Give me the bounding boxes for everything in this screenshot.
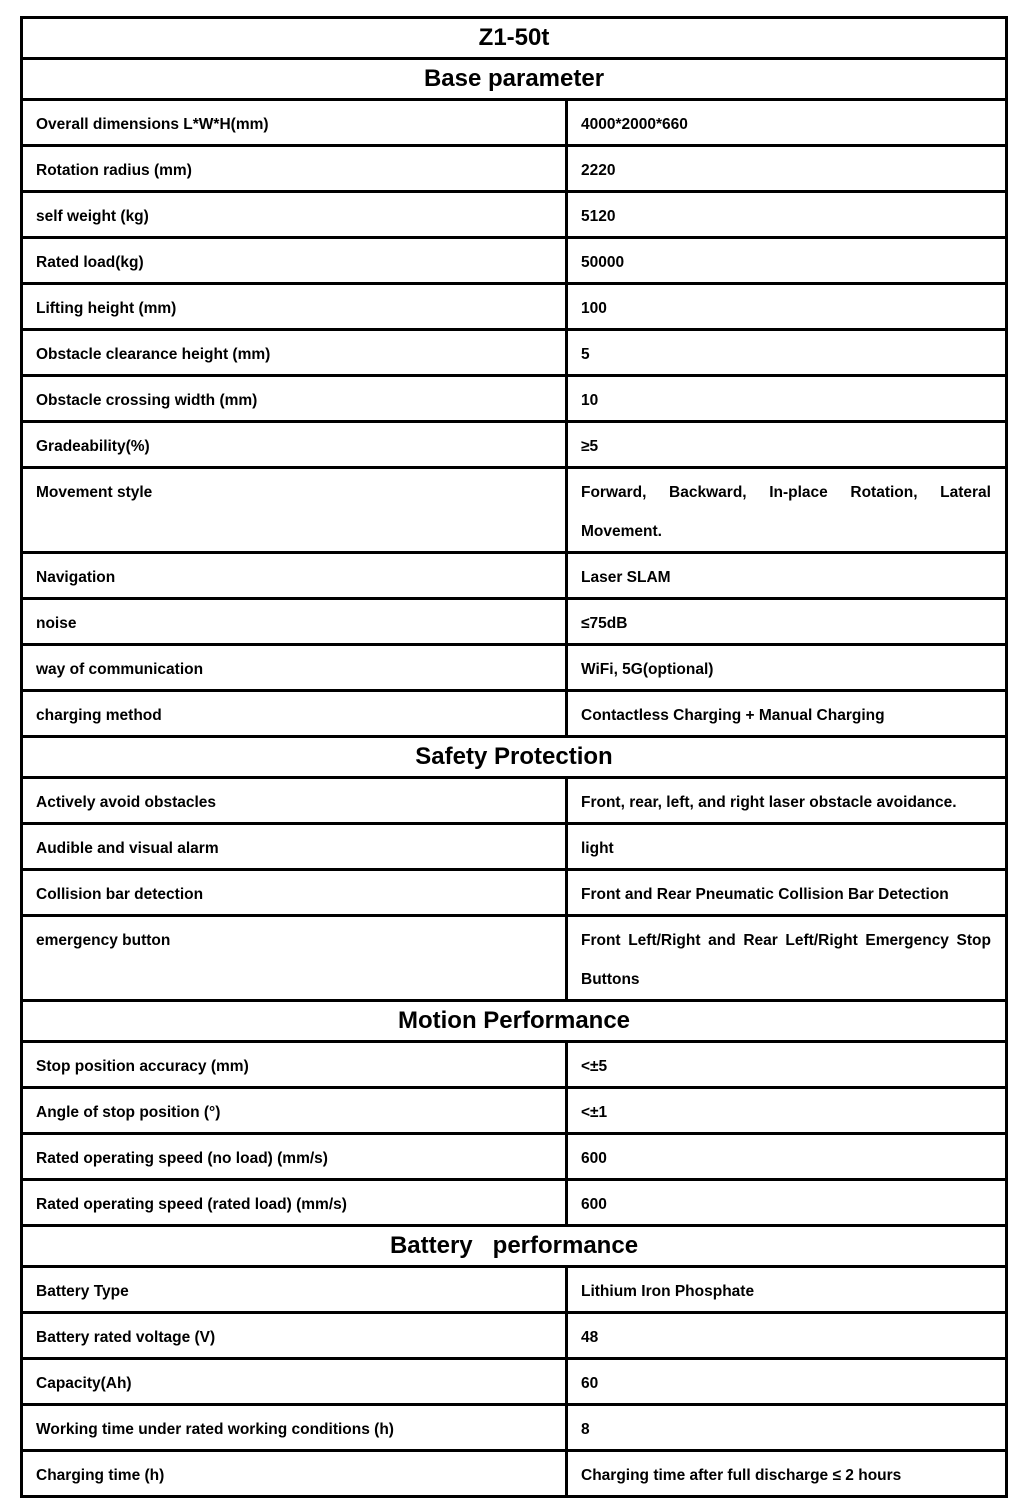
table-row <box>22 284 1007 330</box>
param-label: Charging time (h) <box>22 1451 567 1497</box>
param-label: Overall dimensions L*W*H(mm) <box>22 100 567 146</box>
table-row <box>22 778 1007 824</box>
param-value: Laser SLAM <box>567 553 1007 599</box>
param-value: <±1 <box>567 1088 1007 1134</box>
param-label: Audible and visual alarm <box>22 824 567 870</box>
param-value: light <box>567 824 1007 870</box>
section-heading: Safety Protection <box>22 737 1007 778</box>
table-row <box>22 468 1007 553</box>
param-label: Battery rated voltage (V) <box>22 1313 567 1359</box>
section-header-base <box>22 59 1007 100</box>
table-row <box>22 192 1007 238</box>
param-value: 4000*2000*660 <box>567 100 1007 146</box>
param-value: 10 <box>567 376 1007 422</box>
section-header-safety <box>22 737 1007 778</box>
param-value: ≥5 <box>567 422 1007 468</box>
param-label: Actively avoid obstacles <box>22 778 567 824</box>
param-value: 5 <box>567 330 1007 376</box>
param-label: Rated operating speed (no load) (mm/s) <box>22 1134 567 1180</box>
table-row <box>22 1134 1007 1180</box>
table-row <box>22 376 1007 422</box>
spec-table <box>20 16 1008 1498</box>
param-value: 50000 <box>567 238 1007 284</box>
table-row <box>22 422 1007 468</box>
table-row <box>22 1313 1007 1359</box>
table-row <box>22 238 1007 284</box>
param-label: Gradeability(%) <box>22 422 567 468</box>
table-row <box>22 916 1007 1001</box>
param-value: Contactless Charging + Manual Charging <box>567 691 1007 737</box>
section-header-motion <box>22 1001 1007 1042</box>
param-value: Lithium Iron Phosphate <box>567 1267 1007 1313</box>
param-value: 48 <box>567 1313 1007 1359</box>
param-value: 5120 <box>567 192 1007 238</box>
param-label: Obstacle crossing width (mm) <box>22 376 567 422</box>
param-value: WiFi, 5G(optional) <box>567 645 1007 691</box>
table-row <box>22 1451 1007 1497</box>
title-row <box>22 18 1007 59</box>
param-label: self weight (kg) <box>22 192 567 238</box>
table-row <box>22 645 1007 691</box>
section-heading: Base parameter <box>22 59 1007 100</box>
param-value: Forward, Backward, In-place Rotation, Lateral Movement. <box>567 468 1007 553</box>
param-label: Collision bar detection <box>22 870 567 916</box>
section-header-battery <box>22 1226 1007 1267</box>
param-value: <±5 <box>567 1042 1007 1088</box>
table-row <box>22 553 1007 599</box>
param-label: Battery Type <box>22 1267 567 1313</box>
param-label: emergency button <box>22 916 567 1001</box>
param-label: Working time under rated working conditions (h) <box>22 1405 567 1451</box>
param-value: 600 <box>567 1134 1007 1180</box>
param-label: Capacity(Ah) <box>22 1359 567 1405</box>
table-row <box>22 1359 1007 1405</box>
param-label: Stop position accuracy (mm) <box>22 1042 567 1088</box>
table-row <box>22 691 1007 737</box>
param-value: Charging time after full discharge ≤ 2 hours <box>567 1451 1007 1497</box>
param-label: Obstacle clearance height (mm) <box>22 330 567 376</box>
table-title: Z1-50t <box>22 18 1007 59</box>
param-value: 2220 <box>567 146 1007 192</box>
param-label: Movement style <box>22 468 567 553</box>
table-row <box>22 1405 1007 1451</box>
param-label: Angle of stop position (°) <box>22 1088 567 1134</box>
param-label: way of communication <box>22 645 567 691</box>
param-value: 8 <box>567 1405 1007 1451</box>
param-value: 60 <box>567 1359 1007 1405</box>
table-row <box>22 330 1007 376</box>
table-row <box>22 824 1007 870</box>
table-row <box>22 100 1007 146</box>
param-label: noise <box>22 599 567 645</box>
param-value: Front, rear, left, and right laser obstacle avoidance. <box>567 778 1007 824</box>
param-value: ≤75dB <box>567 599 1007 645</box>
param-value: 600 <box>567 1180 1007 1226</box>
param-label: Navigation <box>22 553 567 599</box>
param-label: Rated load(kg) <box>22 238 567 284</box>
param-value: Front Left/Right and Rear Left/Right Emergency Stop Buttons <box>567 916 1007 1001</box>
table-row <box>22 599 1007 645</box>
param-label: charging method <box>22 691 567 737</box>
param-label: Rated operating speed (rated load) (mm/s) <box>22 1180 567 1226</box>
table-row <box>22 1267 1007 1313</box>
table-row <box>22 146 1007 192</box>
param-value: 100 <box>567 284 1007 330</box>
param-label: Lifting height (mm) <box>22 284 567 330</box>
section-heading: Motion Performance <box>22 1001 1007 1042</box>
table-row <box>22 1088 1007 1134</box>
param-value: Front and Rear Pneumatic Collision Bar Detection <box>567 870 1007 916</box>
table-row <box>22 870 1007 916</box>
param-label: Rotation radius (mm) <box>22 146 567 192</box>
table-row <box>22 1180 1007 1226</box>
section-heading: Battery performance <box>22 1226 1007 1267</box>
table-row <box>22 1042 1007 1088</box>
